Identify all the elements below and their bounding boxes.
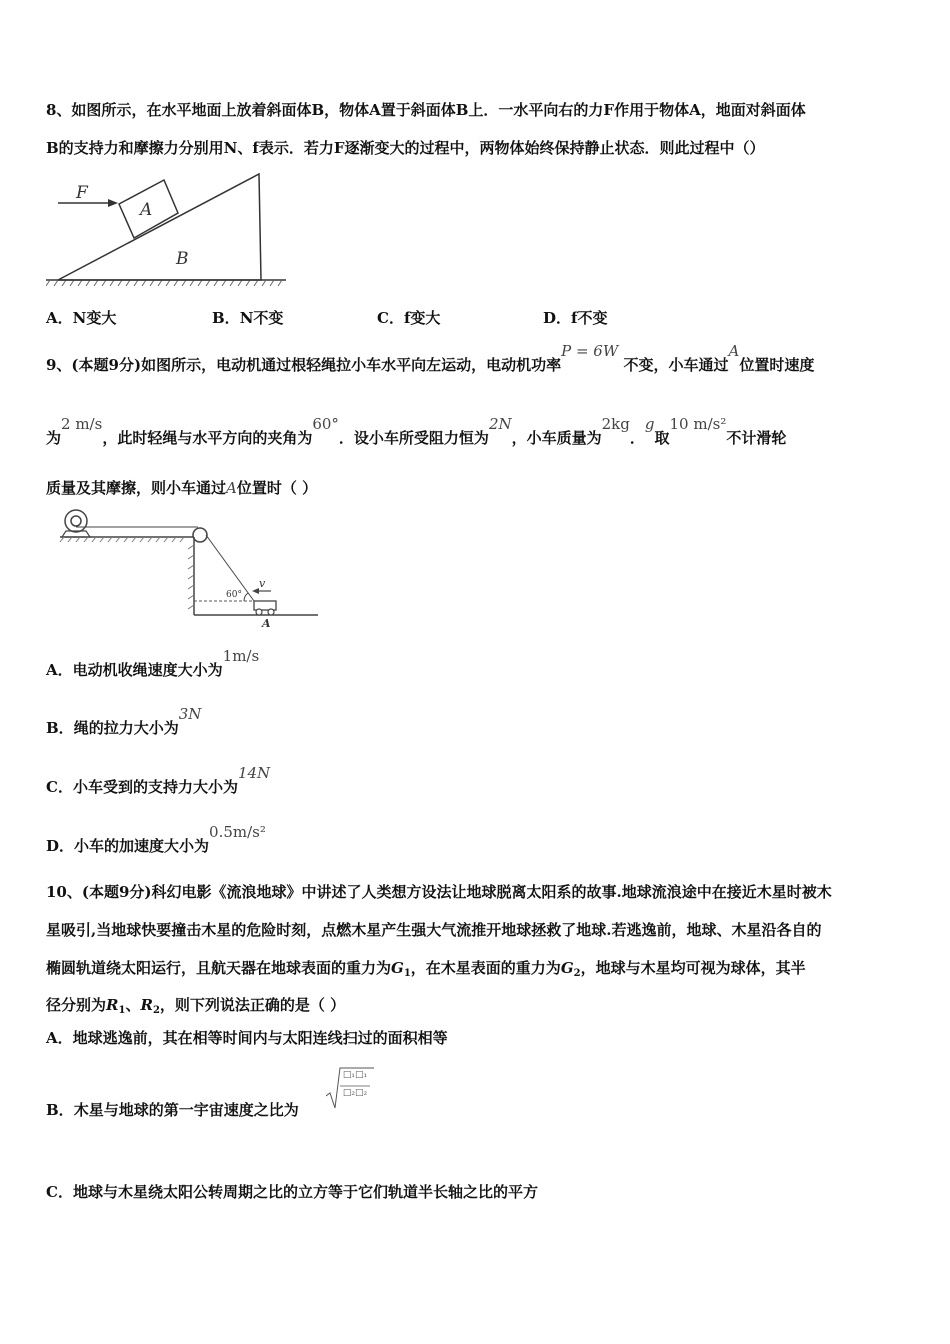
q10-l4-c: ，则下列说法正确的是（ ） (159, 996, 346, 1014)
option-text: f不变 (571, 309, 608, 327)
q9-l2-b: ，此时轻绳与水平方向的夹角为 (102, 429, 313, 447)
q9-option-b[interactable] (46, 705, 202, 738)
q9-l2-a: 为 (46, 429, 62, 447)
option-letter: C． (46, 778, 73, 796)
option-math: 3N (178, 705, 202, 723)
q8-option-c[interactable] (377, 307, 440, 328)
q9-angle-label: 60° (226, 590, 242, 600)
q8-option-d[interactable] (543, 307, 607, 328)
q9-option-c[interactable] (46, 764, 271, 797)
q9-resistance-math: 2N (488, 415, 512, 433)
q10-l3-b: ，在木星表面的重力为 (410, 959, 561, 977)
q9-figure-motor (56, 505, 326, 630)
q10-g2-symbol: G (560, 959, 574, 977)
q10-g2-subscript: 2 (573, 968, 581, 979)
q8-figure-incline (46, 168, 291, 293)
fraction-numerator: □₁□₁ (342, 1070, 368, 1080)
option-text: 地球与木星绕太阳公转周期之比的立方等于它们轨道半长轴之比的平方 (72, 1183, 538, 1201)
q10-stem-line4 (46, 995, 345, 1021)
q10-r2-subscript: 2 (152, 1005, 160, 1016)
q10-option-b-sqrt-fraction (326, 1066, 376, 1110)
q8-stem-line1: 8、如图所示，在水平地面上放着斜面体B，物体A置于斜面体B上．一水平向右的力F作用于物体A，地面对斜面体 (46, 101, 806, 119)
q10-option-a[interactable] (46, 1028, 448, 1048)
q10-option-b[interactable] (46, 1100, 299, 1120)
q10-stem-line2: 星吸引,当地球快要撞击木星的危险时刻，点燃木星产生强大气流推开地球拯救了地球.若逃逸前，地球、木星沿各自的 (46, 921, 822, 939)
q9-point-a-math-2: A (226, 479, 237, 497)
q9-option-d[interactable] (46, 823, 266, 856)
option-math: 0.5m/s² (209, 823, 266, 841)
option-letter: D． (543, 309, 572, 327)
option-math: 1m/s (222, 647, 260, 665)
q10-g1-subscript: 1 (403, 968, 411, 979)
q9-point-label: A (262, 617, 271, 630)
option-letter: B． (212, 309, 240, 327)
q9-l1-mid: 不变，小车通过 (623, 356, 729, 374)
option-text: f变大 (403, 309, 441, 327)
q10-stem-line3 (46, 958, 806, 984)
q9-l2-f: 取 (654, 429, 670, 447)
option-text: N变大 (72, 309, 117, 327)
option-letter: A． (46, 309, 73, 327)
q9-l1-pre: 9、(本题9分)如图所示，电动机通过根轻绳拉小车水平向左运动，电动机功率 (46, 356, 562, 374)
q10-stem-line1: 10、(本题9分)科幻电影《流浪地球》中讲述了人类想方设法让地球脱离太阳系的故事.地球流浪途中在接近木星时被木 (46, 883, 832, 901)
option-letter: B． (46, 1101, 74, 1119)
option-math: 14N (237, 764, 271, 782)
fraction-denominator: □₂□₂ (342, 1088, 368, 1098)
q10-l3-c: ，地球与木星均可视为球体，其半 (580, 959, 806, 977)
q10-g1-symbol: G (391, 959, 404, 977)
q8-block-label: A (140, 200, 153, 220)
q9-l2-e: ． (629, 429, 645, 447)
q9-point-a-math: A (728, 342, 740, 360)
option-text: N不变 (239, 309, 284, 327)
q10-r1-symbol: R (106, 996, 119, 1014)
option-letter: A． (46, 1029, 73, 1047)
q8-force-label: F (76, 183, 88, 203)
option-letter: B． (46, 719, 74, 737)
q9-stem-line2 (46, 415, 787, 448)
q9-speed-math: 2 m/s (61, 415, 103, 433)
q9-l3-a: 质量及其摩擦，则小车通过 (46, 479, 227, 497)
q10-l4-b: 、 (125, 996, 141, 1014)
option-text: 绳的拉力大小为 (73, 719, 179, 737)
q9-option-a[interactable] (46, 647, 260, 680)
q9-l2-d: ，小车质量为 (511, 429, 602, 447)
q10-l3-a: 椭圆轨道绕太阳运行，且航天器在地球表面的重力为 (46, 959, 392, 977)
option-letter: A． (46, 661, 73, 679)
q10-option-c[interactable] (46, 1182, 538, 1202)
q9-l2-g: 不计滑轮 (726, 429, 787, 447)
option-letter: D． (46, 837, 75, 855)
q10-r2-symbol: R (140, 996, 153, 1014)
q9-l3-b: 位置时（ ） (236, 479, 318, 497)
q9-stem-line3 (46, 478, 317, 498)
q8-option-b[interactable] (212, 307, 283, 328)
q9-stem-line1 (46, 342, 815, 375)
q9-l2-c: ．设小车所受阻力恒为 (338, 429, 489, 447)
option-letter: C． (377, 309, 404, 327)
option-text: 木星与地球的第一宇宙速度之比为 (73, 1101, 299, 1119)
q9-angle-math: 60° (312, 415, 339, 433)
q9-power-math: P = 6W (561, 342, 619, 360)
q9-g-math: g (644, 415, 655, 433)
q9-velocity-label: v (259, 577, 266, 590)
q8-stem-line2: B的支持力和摩擦力分别用N、f表示．若力F逐渐变大的过程中，两物体始终保持静止状态．则此过程中（） (46, 139, 765, 157)
q8-option-a[interactable] (46, 307, 116, 328)
q10-l4-a: 径分别为 (46, 996, 107, 1014)
q8-wedge-label: B (176, 249, 189, 269)
option-text: 小车受到的支持力大小为 (72, 778, 238, 796)
q9-mass-math: 2kg (601, 415, 630, 433)
option-text: 地球逃逸前，其在相等时间内与太阳连线扫过的面积相等 (72, 1029, 448, 1047)
option-letter: C． (46, 1183, 73, 1201)
option-text: 电动机收绳速度大小为 (72, 661, 223, 679)
q10-r1-subscript: 1 (118, 1005, 126, 1016)
q9-g-value-math: 10 m/s² (669, 415, 727, 433)
q9-l1-post: 位置时速度 (739, 356, 815, 374)
option-text: 小车的加速度大小为 (74, 837, 210, 855)
